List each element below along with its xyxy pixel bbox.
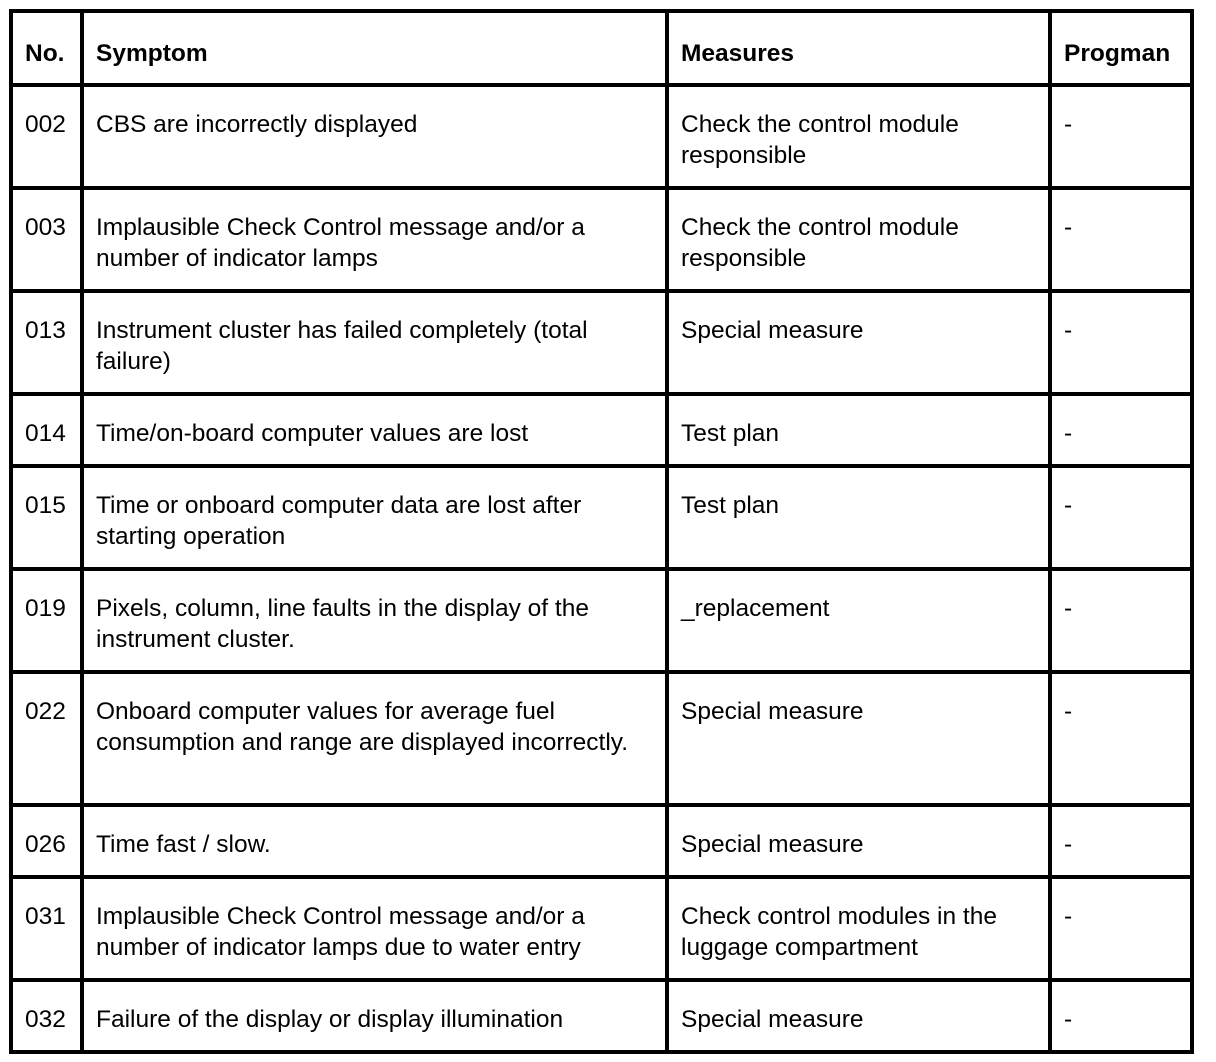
cell-no: 002 [11,85,82,188]
cell-measures: Check the control module responsible [667,188,1050,291]
cell-symptom: Implausible Check Control message and/or a number of indicator lamps due to water entry [82,877,667,980]
table-row [11,291,1192,394]
cell-measures: Special measure [667,672,1050,805]
cell-progman: - [1050,980,1192,1052]
table-row [11,980,1192,1052]
symptom-table [9,9,1194,1054]
table-row [11,569,1192,672]
cell-symptom: Pixels, column, line faults in the display of the instrument cluster. [82,569,667,672]
cell-progman: - [1050,85,1192,188]
cell-progman: - [1050,877,1192,980]
table-row [11,466,1192,569]
cell-progman: - [1050,188,1192,291]
table-row [11,672,1192,805]
cell-symptom: Instrument cluster has failed completely (total failure) [82,291,667,394]
cell-no: 019 [11,569,82,672]
cell-no: 031 [11,877,82,980]
cell-symptom: Time/on-board computer values are lost [82,394,667,466]
cell-symptom: CBS are incorrectly displayed [82,85,667,188]
cell-progman: - [1050,672,1192,805]
cell-no: 003 [11,188,82,291]
cell-no: 015 [11,466,82,569]
cell-progman: - [1050,569,1192,672]
cell-measures: Special measure [667,291,1050,394]
cell-no: 014 [11,394,82,466]
cell-measures: _replacement [667,569,1050,672]
cell-measures: Special measure [667,980,1050,1052]
cell-symptom: Failure of the display or display illumination [82,980,667,1052]
cell-progman: - [1050,805,1192,877]
cell-no: 026 [11,805,82,877]
cell-symptom: Time or onboard computer data are lost after starting operation [82,466,667,569]
header-no: No. [11,11,82,85]
cell-symptom: Onboard computer values for average fuel consumption and range are displayed incorrectly. [82,672,667,805]
table-row [11,188,1192,291]
cell-no: 013 [11,291,82,394]
header-symptom: Symptom [82,11,667,85]
cell-symptom: Time fast / slow. [82,805,667,877]
cell-no: 032 [11,980,82,1052]
table-row [11,805,1192,877]
table-header-row [11,11,1192,85]
table-row [11,394,1192,466]
cell-measures: Test plan [667,394,1050,466]
table-row [11,877,1192,980]
cell-symptom: Implausible Check Control message and/or a number of indicator lamps [82,188,667,291]
cell-measures: Special measure [667,805,1050,877]
cell-measures: Check control modules in the luggage compartment [667,877,1050,980]
cell-progman: - [1050,291,1192,394]
cell-measures: Check the control module responsible [667,85,1050,188]
cell-progman: - [1050,394,1192,466]
cell-no: 022 [11,672,82,805]
cell-measures: Test plan [667,466,1050,569]
header-measures: Measures [667,11,1050,85]
header-progman: Progman [1050,11,1192,85]
table-row [11,85,1192,188]
cell-progman: - [1050,466,1192,569]
